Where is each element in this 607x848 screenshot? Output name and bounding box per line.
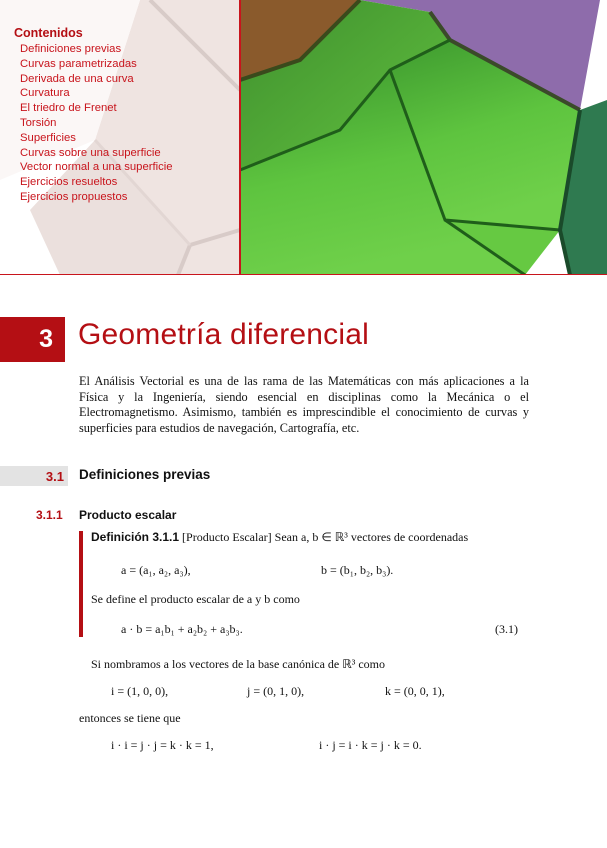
basis-text: Si nombramos a los vectores de la base canónica de ℝ³ como <box>91 657 386 671</box>
equation-number: (3.1) <box>495 622 518 636</box>
banner-divider <box>0 274 607 275</box>
toc-item[interactable]: Superficies <box>20 131 76 144</box>
toc-item[interactable]: Definiciones previas <box>20 43 122 55</box>
definition-intro: Sean a, b ∈ ℝ³ vectores de coordenadas <box>274 530 469 544</box>
definition-label: Definición 3.1.1 <box>91 530 180 544</box>
toc-item[interactable]: Ejercicios propuestos <box>20 190 128 203</box>
subsection-title: Producto escalar <box>79 508 177 522</box>
table-of-contents <box>14 26 173 205</box>
basis-k: k = (0, 0, 1), <box>385 684 445 698</box>
relation-1: i · i = j · j = k · k = 1, <box>111 738 214 752</box>
relation-2: i · j = i · k = j · k = 0. <box>319 738 422 752</box>
toc-title: Contenidos <box>14 26 83 40</box>
toc-item[interactable]: Torsión <box>20 116 57 129</box>
coords-a: a = (a₁, a₂, a₃), <box>121 563 191 577</box>
definition-header <box>91 530 468 545</box>
toc-item[interactable]: Curvas sobre una superficie <box>20 146 161 159</box>
toc-item[interactable]: Derivada de una curva <box>20 72 134 85</box>
equation: a · b = a₁b₁ + a₂b₂ + a₃b₃. <box>121 622 243 636</box>
then-text: entonces se tiene que <box>79 711 181 725</box>
section-number: 3.1 <box>0 466 68 486</box>
definition-bar <box>79 531 83 637</box>
subsection-number: 3.1.1 <box>36 508 63 522</box>
toc-item[interactable]: Curvatura <box>20 87 70 100</box>
intro-paragraph: El Análisis Vectorial es una de las rama de las Matemáticas con más aplicaciones a la Física y la Ingeniería, siendo esencial en disciplinas como la Mecánica o el Electromagnetismo. Asimismo, también es imprescindible el conocimiento de curvas y superficies para estudios de navegación, Cartografía, etc. <box>79 374 529 435</box>
chapter-number: 3 <box>0 317 65 362</box>
product-text: Se define el producto escalar de a y b como <box>91 592 300 606</box>
basis-i: i = (1, 0, 0), <box>111 684 169 698</box>
toc-item[interactable]: Vector normal a una superficie <box>20 161 173 174</box>
toc-item[interactable]: El triedro de Frenet <box>20 102 117 115</box>
coords-b: b = (b₁, b₂, b₃). <box>321 563 394 577</box>
chapter-title: Geometría diferencial <box>78 318 370 351</box>
basis-j: j = (0, 1, 0), <box>247 684 305 698</box>
chapter-banner <box>0 0 607 275</box>
toc-item[interactable]: Ejercicios resueltos <box>20 176 118 189</box>
section-title: Definiciones previas <box>79 467 211 482</box>
definition-name: [Producto Escalar] <box>182 530 272 544</box>
toc-item[interactable]: Curvas parametrizadas <box>20 57 137 70</box>
